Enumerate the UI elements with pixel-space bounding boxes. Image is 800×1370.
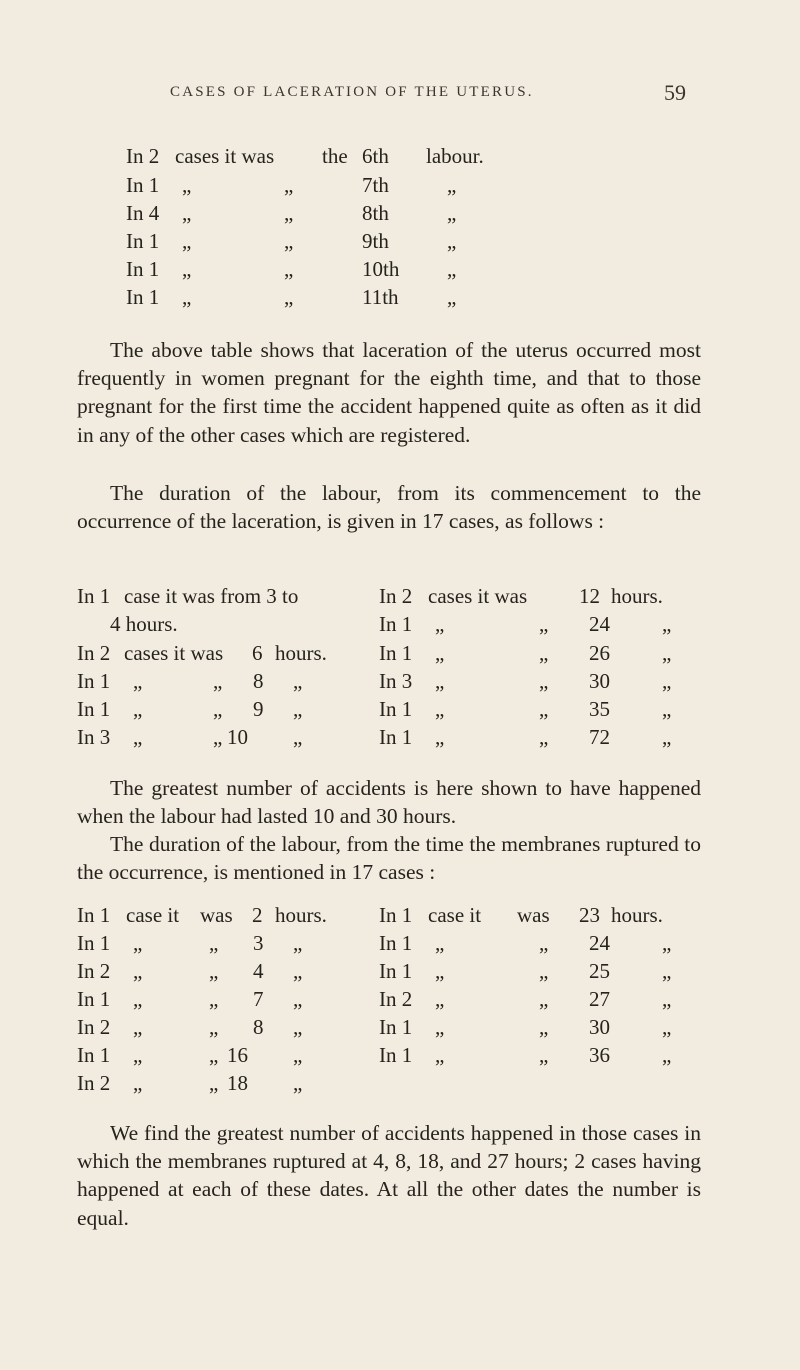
table-row: In 1 „ „ 9th „ [126,229,457,253]
table-row: In 1 „ „ 25 „ [379,959,672,983]
table-row: In 1 „ „ 7th „ [126,173,457,197]
table-row: 4 hours. [110,612,178,636]
table-row: In 1 „ „ 30 „ [379,1015,672,1039]
table-row: In 1 „ „ 8 „ [77,669,303,693]
page-number: 59 [664,80,686,105]
table-row: In 2 „ „ 18 „ [77,1071,303,1095]
table-row: In 2 cases it was 6 hours. [77,641,327,665]
table-row: In 2 „ „ 4 „ [77,959,303,983]
table-row: In 2 cases it was 12 hours. [379,584,663,608]
table-row: In 1 „ „ 16 „ [77,1043,303,1067]
table-row: In 1 „ „ 10th „ [126,257,457,281]
table-row: In 1 „ „ 9 „ [77,697,303,721]
table-row: In 1 „ „ 26 „ [379,641,672,665]
table-row: In 1 „ „ 7 „ [77,987,303,1011]
running-title: CASES OF LACERATION OF THE UTERUS. [170,84,534,100]
table-row: In 3 „ „ 10 „ [77,725,303,749]
table-row: In 1 „ „ 24 „ [379,612,672,636]
paragraph: The greatest number of accidents is here shown to have happened when the labour had lasted 10 and 30 hours. [77,776,701,829]
paragraph: We find the greatest number of accidents happened in those cases in which the membranes ruptured at 4, 8, 18, and 27 hours; 2 cases having happened at each of these dates. At all the other dates the number is equal. [77,1121,701,1230]
table-row: In 2 „ „ 27 „ [379,987,672,1011]
table-row: In 1 case it was 2 hours. [77,903,327,927]
paragraph: The duration of the labour, from its commencement to the occurrence of the laceration, is given in 17 cases, as follows : [77,481,701,534]
table-row: In 1 „ „ 11th „ [126,285,457,309]
table-row: In 1 „ „ 72 „ [379,725,672,749]
table-row: In 1 case it was from 3 to [77,584,299,608]
table-row: In 1 „ „ 24 „ [379,931,672,955]
table-row: In 2 cases it was the 6th labour. [126,144,484,168]
table-row: In 4 „ „ 8th „ [126,201,457,225]
paragraph: The above table shows that laceration of the uterus occurred most frequently in women pregnant for the eighth time, and that to those pregnant for the first time the accident happened quite as often as it did in any of the other cases which are registered. [77,338,701,447]
table-row: In 1 „ „ 36 „ [379,1043,672,1067]
table-row: In 2 „ „ 8 „ [77,1015,303,1039]
table-row: In 1 „ „ 3 „ [77,931,303,955]
table-row: In 1 case it was 23 hours. [379,903,663,927]
table-row: In 3 „ „ 30 „ [379,669,672,693]
paragraph: The duration of the labour, from the time the membranes ruptured to the occurrence, is mentioned in 17 cases : [77,832,701,885]
table-row: In 1 „ „ 35 „ [379,697,672,721]
